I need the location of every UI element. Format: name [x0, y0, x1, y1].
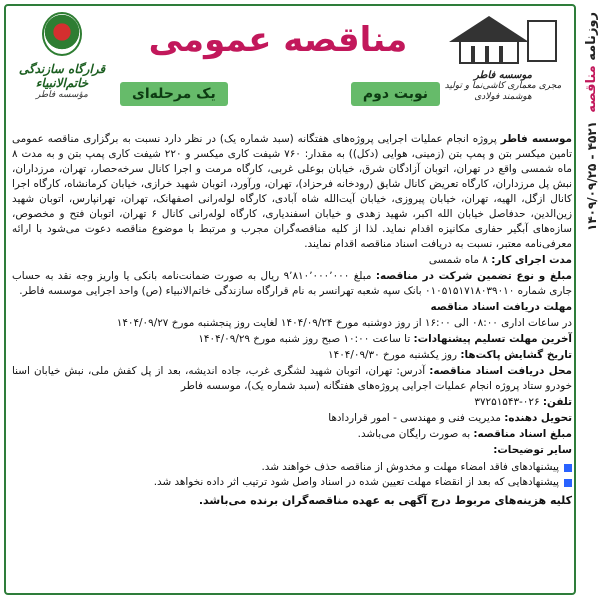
tender-badges [120, 82, 440, 106]
iran-emblem-icon [42, 12, 82, 56]
opening-line: تاریخ گشایش پاکت‌ها: روز یکشنبه مورخ ۱۴۰۴/۰۹/۳۰ [328, 349, 572, 361]
other-heading: سایر توضیحات: [493, 444, 572, 456]
delivery-line: تحویل دهنده: مدیریت فنی و مهندسی - امور قراردادها [328, 412, 572, 424]
phone-line: تلفن: ۰۲۶-۳۷۲۵۱۵۴۳ [474, 396, 572, 408]
khatam-logo-subtext: مؤسسه فاطر [36, 90, 88, 100]
list-item: پیشنهادهای فاقد امضاء مهلت و مخدوش از مناقصه حذف خواهند شد. [12, 460, 572, 475]
ad-title: مناقصه عمومی [148, 20, 408, 60]
newspaper-name: روزنامه مناقصه [584, 12, 599, 113]
final-note: کلیه هزینه‌های مربوط درج آگهی به عهده مناقصه‌گران برنده می‌باشد. [198, 494, 572, 507]
badge-stage: یک مرحله‌ای [120, 82, 228, 106]
khatam-logo [12, 12, 112, 122]
khatam-logo-text: قرارگاه سازندگی خاتم‌الانبیاء [18, 62, 106, 90]
guarantee-line: مبلغ و نوع تضمین شرکت در مناقصه: مبلغ ۹٬۸۱۰٬۰۰۰٬۰۰۰ ریال به صورت ضمانت‌نامه بانکی یا واریز وجه نقد به حساب جاری شماره ۰۱۰۵۱۵۱۷۱۸۰۳۹۰۱۰ بانک سپه شعبه تهرانسر به نام قرارگاه سازندگی خاتم‌الانبیاء (ص) واحد اجرایی موسسه فاطر. [12, 270, 572, 297]
docfee-line: مبلغ اسناد مناقصه: به صورت رایگان می‌باشد. [357, 428, 572, 440]
deadline-heading: مهلت دریافت اسناد مناقصه [430, 301, 572, 313]
bullet-square-icon [564, 464, 572, 472]
fater-logo [434, 12, 572, 122]
issue-info: ۱۴۰۹/۰۹/۲۵ - ۴۵۲۱ [584, 120, 599, 231]
fater-logo-name: موسسه فاطر [474, 70, 532, 81]
duration-line: مدت اجرای کار: ۸ ماه شمسی [428, 254, 572, 266]
submit-line: آخرین مهلت تسلیم پیشنهادات: تا ساعت ۱۰:۰۰ صبح روز شنبه مورخ ۱۴۰۴/۰۹/۲۹ [198, 333, 572, 345]
fater-logo-tagline: مجری معماری کاشی‌نما و تولید هوشمند فولادی [444, 81, 562, 102]
building-logo-icon [445, 12, 561, 66]
deadline-line: در ساعات اداری ۰۸:۰۰ الی ۱۶:۰۰ از روز دوشنبه مورخ ۱۴۰۴/۰۹/۲۴ لغایت روز پنجشنبه مورخ ۱۴۰۴/۰۹/۲۷ [116, 317, 572, 329]
address-line: محل دریافت اسناد مناقصه: آدرس: تهران، اتوبان شهید لشگری غرب، جاده اندیشه، بعد از پل کفش ملی، نبش خیابان اسنا خودرو ستاد پروژه انجام عملیات اجرایی پروژه‌های هفتگانه (سبد شماره یک)، موسسه فاطر [12, 365, 572, 392]
ad-header [8, 8, 572, 126]
intro-paragraph: موسسه فاطر پروژه انجام عملیات اجرایی پروژه‌های هفتگانه (سبد شماره یک) در نظر دارد نسبت به برگزاری مناقصه عمومی تامین میکسر بتن و پمپ بتن (زمینی، هوایی (دکل)) به مقدار: ۷۶۰ شیفت کاری میکسر و ۲۲۰ شیفت کاری پمپ بتن و به مدت ۸ ماه شمسی واقع در تهران، اتوبان آزادگان شرق، خیابان بوعلی غربی، کارگاه مرمت و اجرا کانال سرخه‌حصار، تهران، مرزداران، نبش پل مرزداران، کارگاه تعریض کانال شایق (رودخانه فرحزاد)، تهران، ورآورد، اتوبان شهید خرازی، خیابان کرمانشاه، کارگاه اجرا کانال ازگل، الهیه، تهران، خیابان پیروزی، خیابان آیت‌الله شاه آبادی، کارگاه لوله‌رانی اصفهانک، تهران، تهرانپارس، اتوبان شهید زین‌الدین، حدفاصل خیابان الله اکبر، شهید زهدی و خیابان اسفندیاری، کارگاه لوله‌رانی کانال ۶ تهران، اتوبان فتح و مخصوص، سازه‌های آبگیر حفاری مکانیزه اقدام نماید. لذا از کلیه مناقصه‌گران مجرب و مرتبط با موضوع مناقصه دعوت می‌شود با ارائه معرفی‌نامه معتبر، نسبت به دریافت اسناد مناقصه اقدام نمایند. [12, 133, 572, 250]
bullet-square-icon [564, 479, 572, 487]
badge-round: نوبت دوم [351, 82, 440, 106]
notes-list [12, 460, 572, 490]
side-strip [578, 4, 605, 595]
list-item: پیشنهادهایی که بعد از انقضاء مهلت تعیین شده در اسناد واصل شود ترتیب اثر داده نخواهد شد. [12, 475, 572, 490]
ad-body [12, 132, 572, 592]
